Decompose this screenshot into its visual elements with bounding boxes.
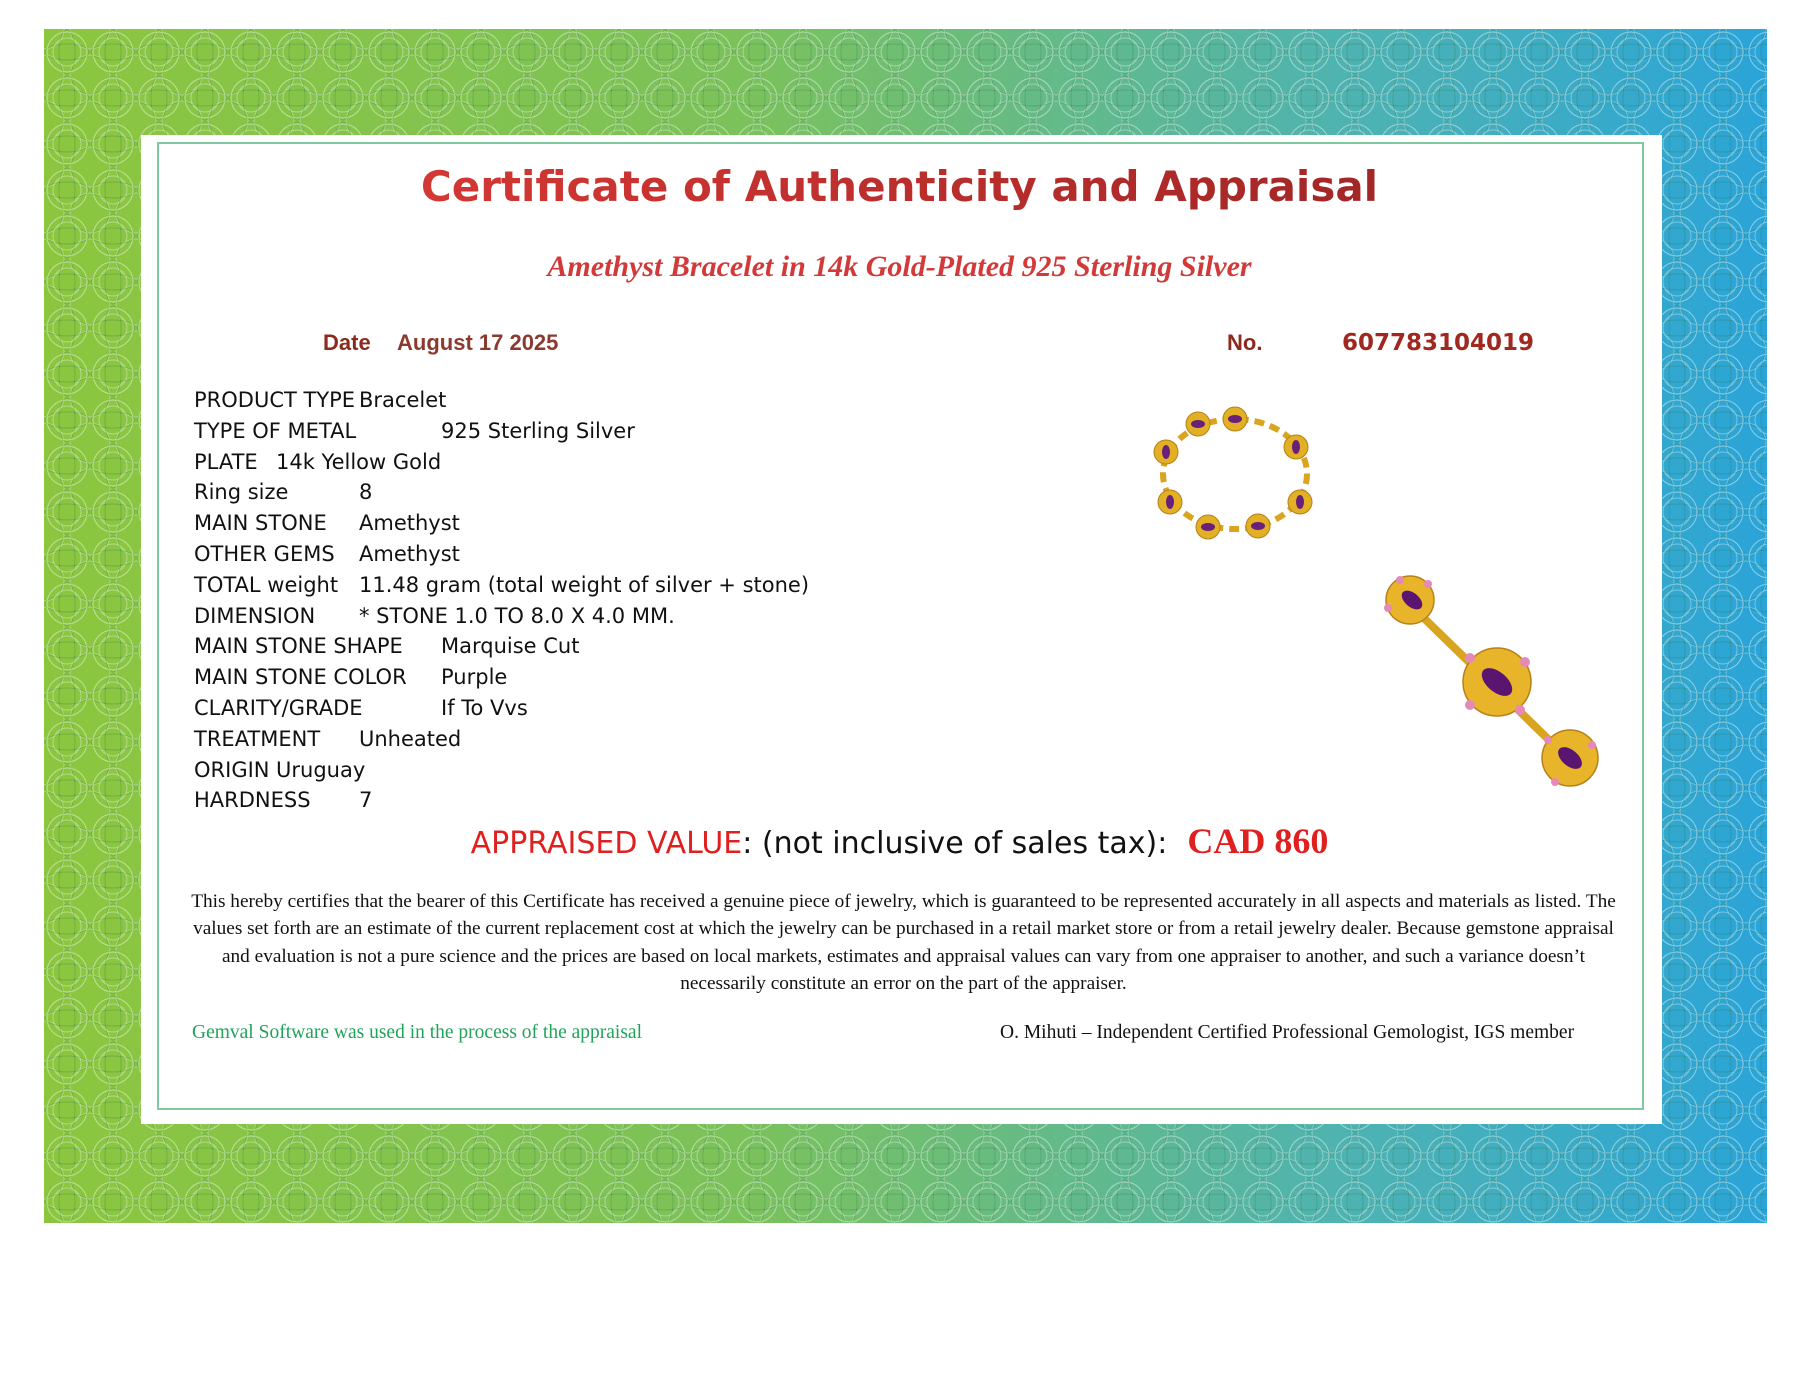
spec-value: 7 xyxy=(359,788,373,813)
number-label: No. xyxy=(1227,330,1263,355)
spec-value: Uruguay xyxy=(276,757,366,782)
spec-value: Purple xyxy=(441,665,508,690)
spec-value: 925 Sterling Silver xyxy=(441,418,635,443)
appraised-value-label: APPRAISED VALUE xyxy=(470,826,743,861)
spec-key: HARDNESS xyxy=(194,788,311,813)
spec-key: MAIN STONE xyxy=(194,511,327,536)
spec-value: Bracelet xyxy=(359,388,447,412)
spec-value: 14k Yellow Gold xyxy=(276,449,442,474)
appraised-value-line xyxy=(0,820,1799,862)
bracelet-photo-closeup xyxy=(1370,570,1610,790)
certificate-number: 607783104019 xyxy=(1342,330,1535,356)
spec-value: 11.48 gram (total weight of silver + stone) xyxy=(359,572,810,597)
spec-value: 8 xyxy=(359,480,373,505)
spec-key: ORIGIN xyxy=(194,757,270,782)
date-label: Date xyxy=(323,330,371,355)
certificate-title: Certificate of Authenticity and Appraisal xyxy=(0,162,1799,211)
bracelet-photo-oval xyxy=(1148,402,1323,547)
spec-value: * STONE 1.0 TO 8.0 X 4.0 MM. xyxy=(359,603,675,628)
spec-value: Unheated xyxy=(359,726,462,751)
spec-key: TYPE OF METAL xyxy=(194,418,357,443)
spec-value: Amethyst xyxy=(359,511,460,536)
appraised-value-amount: CAD 860 xyxy=(1187,821,1329,861)
spec-key: TREATMENT xyxy=(194,726,321,751)
spec-value: Amethyst xyxy=(359,541,460,566)
appraised-value-note: : (not inclusive of sales tax): xyxy=(742,826,1168,861)
spec-key: MAIN STONE SHAPE xyxy=(194,634,403,659)
spec-key: MAIN STONE COLOR xyxy=(194,665,407,690)
spec-key: PRODUCT TYPE xyxy=(194,388,356,412)
date-value: August 17 2025 xyxy=(397,330,559,355)
appraiser-signature-line: O. Mihuti – Independent Certified Professional Gemologist, IGS member xyxy=(1000,1022,1575,1043)
spec-value: Marquise Cut xyxy=(441,634,580,659)
spec-key: Ring size xyxy=(194,480,289,505)
software-note: Gemval Software was used in the process of the appraisal xyxy=(192,1022,642,1043)
spec-key: OTHER GEMS xyxy=(194,541,335,566)
spec-value: If To Vvs xyxy=(441,695,528,720)
certification-statement: This hereby certifies that the bearer of this Certificate has received a genuine piece of jewelry, which is guaranteed to be represented accurately in all aspects and materials as listed. The values set forth are an estimate of the current replacement cost at which the jewelry can be purchased in a retail market store or from a retail jewelry dealer. Because gemstone appraisal and evaluation is not a pure science and the prices are based on local markets, estimates and appraisal values can vary from one appraiser to another, and such a variance doesn’t necessarily constitute an error on the part of the appraiser. xyxy=(191,891,1616,994)
certificate-subtitle: Amethyst Bracelet in 14k Gold-Plated 925 Sterling Silver xyxy=(547,250,1252,283)
spec-key: TOTAL weight xyxy=(194,572,339,597)
spec-key: PLATE xyxy=(194,449,258,474)
spec-key: DIMENSION xyxy=(194,603,316,628)
spec-key: CLARITY/GRADE xyxy=(194,695,363,720)
